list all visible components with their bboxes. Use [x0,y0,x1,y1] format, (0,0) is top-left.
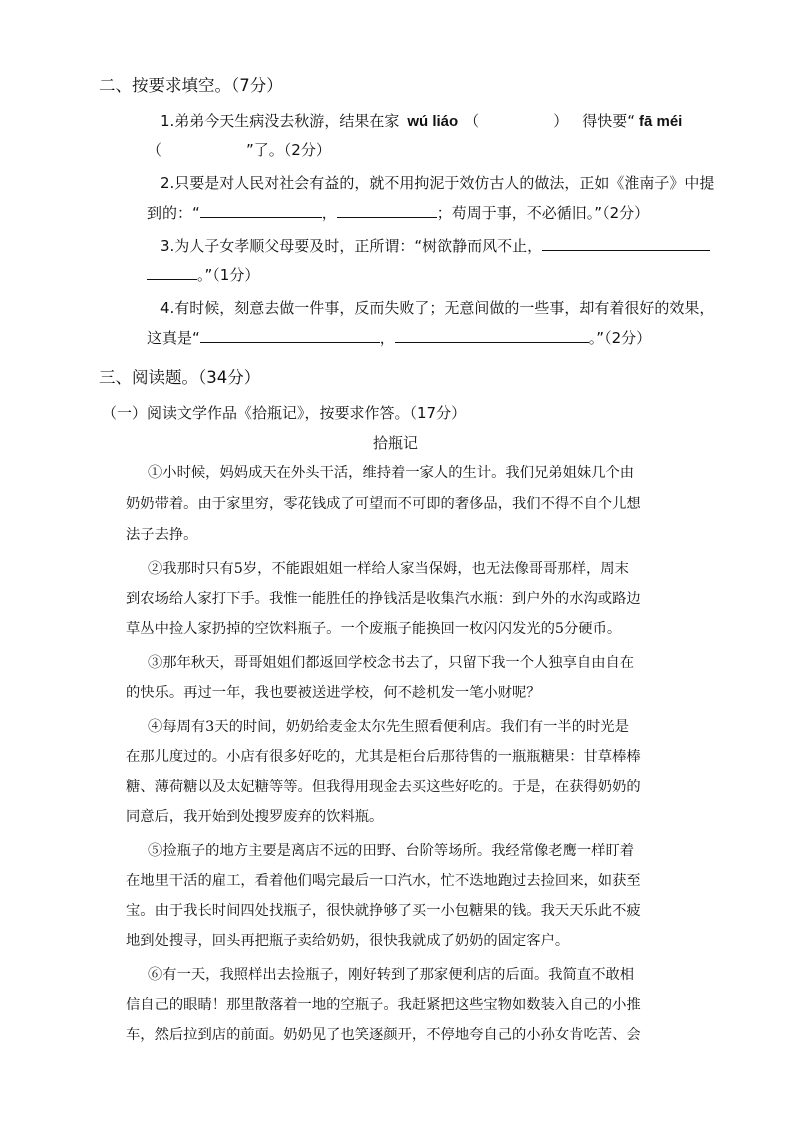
q1-text: 1.弟弟今天生病没去秋游，结果在家 [160,112,400,130]
story-line: ⑤捡瓶子的地方主要是离店不远的田野、台阶等场所。我经常像老鹰一样盯着 [148,843,635,859]
q3-prefix: 3.为人子女孝顺父母要及时，正所谓：“树欲静而风不止， [160,237,543,255]
q4-suffix: 。”（2分） [588,329,652,347]
story-line: 的快乐。再过一年，我也要被送进学校，何不趁机发一笔小财呢？ [126,685,541,701]
q1-pinyin-1: wú liáo [407,113,459,130]
question-2-line-2 [147,203,649,223]
story-line: 法子去挣。 [126,527,198,543]
question-3-line-2 [147,265,259,285]
q2-blank-1[interactable] [200,203,322,218]
q3-suffix: 。”（1分） [197,266,260,284]
q1-line2-text: ”了。（2分） [246,141,331,159]
story-line: 信自己的眼睛！那里散落着一地的空瓶子。我赶紧把这些宝物如数装入自己的小推 [126,997,641,1013]
section2-heading: 二、按要求填空。（7分） [99,76,283,95]
q3-blank-1[interactable] [542,236,710,251]
q2-prefix: 到的：“ [147,204,200,222]
q4-blank-2[interactable] [395,328,589,343]
question-3-line-1 [160,236,710,256]
q2-blank-2[interactable] [337,203,437,218]
question-4-line-2 [147,328,651,348]
story-line: 同意后，我开始到处搜罗废弃的饮料瓶。 [126,809,384,825]
story-line: 在地里干活的雇工，看着他们喝完最后一口汽水，忙不迭地跑过去捡回来，如获至 [126,873,641,889]
q1-text-mid: 得快要“ [582,112,635,130]
story-line: ③那年秋天，哥哥姐姐们都返回学校念书去了，只留下我一个人独享自由自在 [148,655,635,671]
story-title: 拾瓶记 [373,434,419,452]
story-line: ①小时候，妈妈成天在外头干活，维持着一家人的生计。我们兄弟姐妹几个由 [148,465,635,481]
q2-comma: ， [321,204,337,222]
story-line: ④每周有3天的时间，奶奶给麦金太尔先生照看便利店。我们有一半的时光是 [148,719,629,735]
story-line: ⑥有一天，我照样出去捡瓶子，刚好转到了那家便利店的后面。我简直不敢相 [148,967,635,983]
q4-comma: ， [379,329,395,347]
question-1-line-1 [160,111,682,132]
q1-pinyin-2: fā méi [638,113,683,130]
story-line: 车，然后拉到店的前面。奶奶见了也笑逐颜开，不停地夸自己的小孙女肯吃苦、会 [126,1027,641,1043]
reading-subsection-title: （一）阅读文学作品《拾瓶记》，按要求作答。（17分） [102,404,467,422]
q4-prefix: 这真是“ [147,329,200,347]
story-line: 草丛中捡人家扔掉的空饮料瓶子。一个废瓶子能换回一枚闪闪发光的5分硬币。 [126,621,622,637]
q3-blank-2[interactable] [147,265,197,280]
question-4-line-1: 4.有时候，刻意去做一件事，反而失败了；无意间做的一些事，却有着很好的效果， [160,299,715,317]
story-line: 奶奶带着。由于家里穷，零花钱成了可望而不可即的奢侈品，我们不得不自个儿想 [126,496,641,512]
q4-blank-1[interactable] [200,328,380,343]
story-line: 地到处搜寻，回头再把瓶子卖给奶奶，很快我就成了奶奶的固定客户。 [126,933,570,949]
story-line: 糖、薄荷糖以及太妃糖等等。但我得用现金去买这些好吃的。于是，在获得奶奶的 [126,779,641,795]
story-line: 到农场给人家打下手。我惟一能胜任的挣钱活是收集汽水瓶：到户外的水沟或路边 [126,591,641,607]
story-line: 宝。由于我长时间四处找瓶子，很快就挣够了买一小包糖果的钱。我天天乐此不疲 [126,903,641,919]
q2-suffix: ；苟周于事，不必循旧。”（2分） [436,204,650,222]
q1-paren-open: （ [464,112,480,130]
story-line: ②我那时只有5岁，不能跟姐姐一样给人家当保姆，也无法像哥哥那样，周末 [148,561,629,577]
section3-heading: 三、阅读题。（34分） [99,368,261,387]
question-1-line-2 [147,140,331,160]
story-line: 在那儿度过的。小店有很多好吃的，尤其是柜台后那待售的一瓶瓶糖果：甘草棒棒 [126,749,641,765]
question-2-line-1: 2.只要是对人民对社会有益的，就不用拘泥于效仿古人的做法，正如《淮南子》中提 [160,174,715,192]
q1-paren-close: ） [553,112,569,130]
q1-paren-open-2: （ [147,141,163,159]
